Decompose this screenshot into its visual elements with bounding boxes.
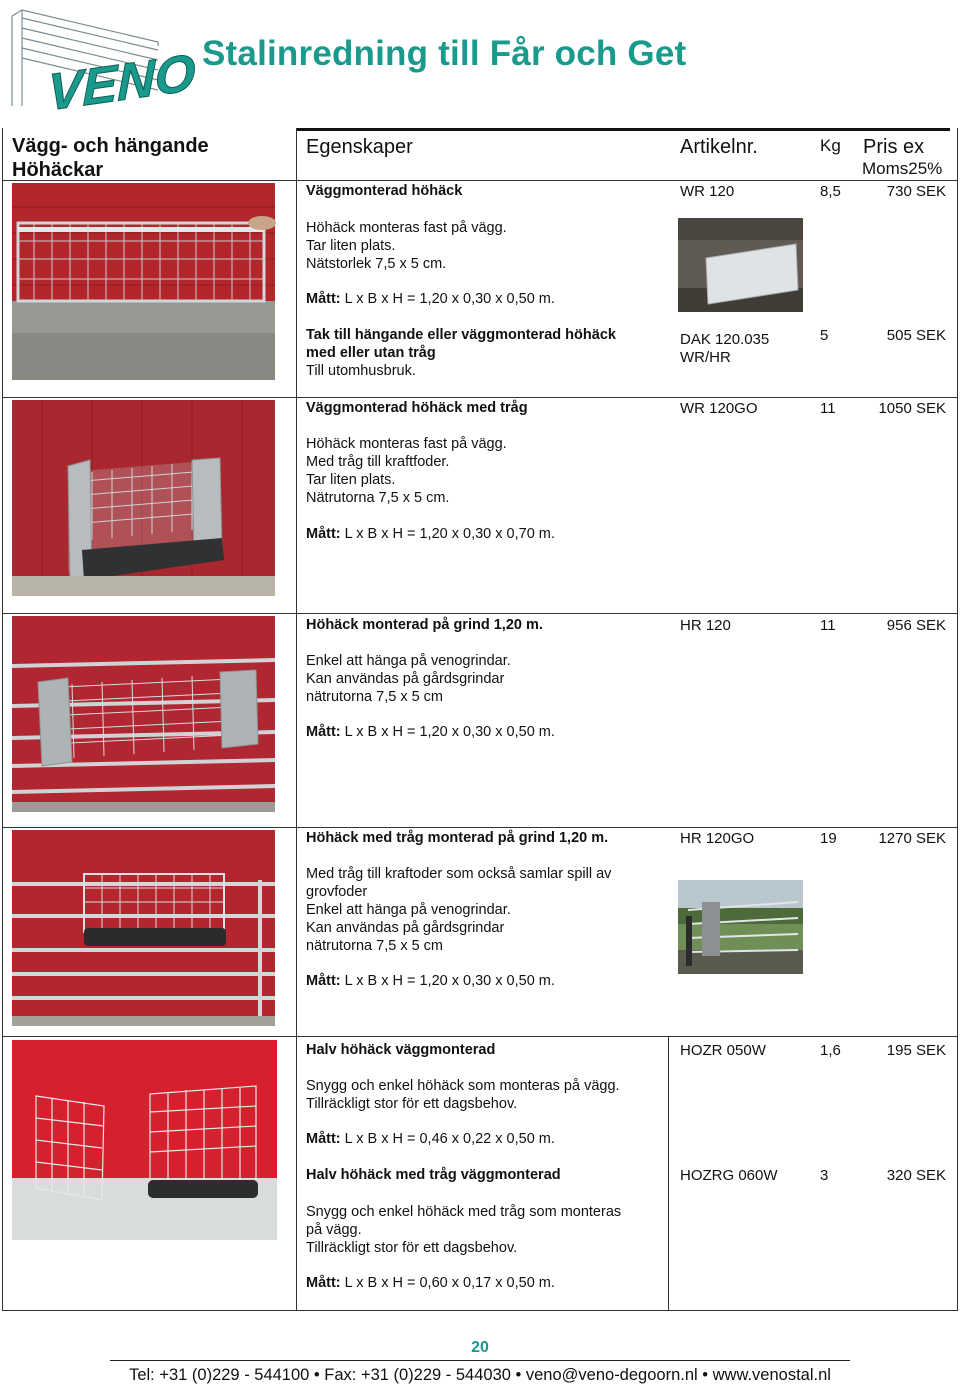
product-dimensions: Mått: L x B x H = 0,46 x 0,22 x 0,50 m. xyxy=(306,1131,555,1147)
product-name: Väggmonterad höhäck med tråg xyxy=(306,400,528,416)
table-top-rule xyxy=(296,128,950,131)
table-border-left xyxy=(2,128,3,1311)
product-description: Med tråg till kraftoder som också samlar spill av grovfoder Enkel att hänga på venogrindar. Kan användas på gårdsgrindar nätrutorna 7,5 x 5 cm xyxy=(306,866,612,954)
product-name: Halv höhäck väggmonterad xyxy=(306,1042,496,1058)
article-number: WR 120GO xyxy=(680,400,758,417)
table-border-right xyxy=(957,128,958,1311)
product-description: Höhäck monteras fast på vägg. Med tråg till kraftfoder. Tar liten plats. Nätrutorna 7,5 x 5 cm. xyxy=(306,436,507,506)
product-name: Halv höhäck med tråg väggmonterad xyxy=(306,1167,561,1183)
price: 1050 SEK xyxy=(878,400,946,417)
product-description: Snygg och enkel höhäck som monteras på vägg. Tillräckligt stor för ett dagsbehov. xyxy=(306,1078,620,1112)
footer-contact: Tel: +31 (0)229 - 544100 • Fax: +31 (0)229 - 544030 • veno@veno-degoorn.nl • www.venostal.nl xyxy=(129,1366,831,1384)
product-description: Enkel att hänga på venogrindar. Kan användas på gårdsgrindar nätrutorna 7,5 x 5 cm xyxy=(306,653,511,705)
product-dimensions: Mått: L x B x H = 0,60 x 0,17 x 0,50 m. xyxy=(306,1275,555,1291)
product-photo-rack-trough-on-gate xyxy=(12,830,275,1026)
row-divider xyxy=(2,1036,958,1037)
veno-logo xyxy=(8,6,196,123)
weight-kg: 1,6 xyxy=(820,1042,841,1059)
page-title: Stalinredning till Får och Get xyxy=(202,34,687,73)
product-description: Snygg och enkel höhäck med tråg som monteras på vägg. Tillräckligt stor för ett dagsbehov. xyxy=(306,1204,622,1256)
row-divider xyxy=(2,397,958,398)
weight-kg: 11 xyxy=(820,617,836,634)
product-dimensions: Mått: L x B x H = 1,20 x 0,30 x 0,50 m. xyxy=(306,724,555,740)
weight-kg: 8,5 xyxy=(820,183,841,200)
category-heading: Vägg- och hängande Höhäckar xyxy=(12,135,209,181)
svg-text:VENO: VENO xyxy=(48,43,196,123)
weight-kg: 5 xyxy=(820,327,829,344)
row-divider xyxy=(2,613,958,614)
price: 505 SEK xyxy=(886,327,946,344)
table-column-divider xyxy=(296,128,297,1311)
product-name: Tak till hängande eller väggmonterad höhäck med eller utan tråg xyxy=(306,327,616,361)
product-photo-roof-panel xyxy=(678,218,803,312)
col-header-weight: Kg xyxy=(820,136,841,155)
article-number: HR 120GO xyxy=(680,830,755,847)
table-column-divider-2 xyxy=(668,1036,669,1311)
article-number: DAK 120.035 WR/HR xyxy=(680,331,770,366)
price: 320 SEK xyxy=(886,1167,946,1184)
weight-kg: 19 xyxy=(820,830,837,847)
price: 730 SEK xyxy=(886,183,946,200)
weight-kg: 11 xyxy=(820,400,836,417)
product-description: Till utomhusbruk. xyxy=(306,363,416,379)
product-photo-wall-hay-rack xyxy=(12,183,275,380)
article-number: WR 120 xyxy=(680,183,735,200)
row-divider xyxy=(2,827,958,828)
product-description: Höhäck monteras fast på vägg. Tar liten plats. Nätstorlek 7,5 x 5 cm. xyxy=(306,220,507,272)
col-header-vat: Moms25% xyxy=(862,159,943,178)
product-photo-gate-outdoor xyxy=(678,880,803,974)
price: 956 SEK xyxy=(886,617,946,634)
product-name: Höhäck monterad på grind 1,20 m. xyxy=(306,617,543,633)
article-number: HR 120 xyxy=(680,617,731,634)
product-name: Väggmonterad höhäck xyxy=(306,183,463,199)
col-header-price: Pris ex xyxy=(863,136,925,158)
product-dimensions: Mått: L x B x H = 1,20 x 0,30 x 0,70 m. xyxy=(306,526,555,542)
page-number: 20 xyxy=(471,1339,489,1356)
price: 195 SEK xyxy=(886,1042,946,1059)
weight-kg: 3 xyxy=(820,1167,829,1184)
product-dimensions: Mått: L x B x H = 1,20 x 0,30 x 0,50 m. xyxy=(306,291,555,307)
article-number: HOZR 050W xyxy=(680,1042,766,1059)
col-header-properties: Egenskaper xyxy=(306,136,413,158)
price: 1270 SEK xyxy=(878,830,946,847)
col-header-article: Artikelnr. xyxy=(680,136,758,158)
product-name: Höhäck med tråg monterad på grind 1,20 m. xyxy=(306,830,609,846)
table-bottom-rule xyxy=(2,1310,958,1311)
article-number: HOZRG 060W xyxy=(680,1167,778,1184)
footer-rule xyxy=(110,1360,850,1361)
product-dimensions: Mått: L x B x H = 1,20 x 0,30 x 0,50 m. xyxy=(306,973,555,989)
product-photo-half-racks xyxy=(12,1040,277,1240)
product-photo-wall-rack-with-trough xyxy=(12,400,275,596)
product-photo-rack-on-gate xyxy=(12,616,275,812)
